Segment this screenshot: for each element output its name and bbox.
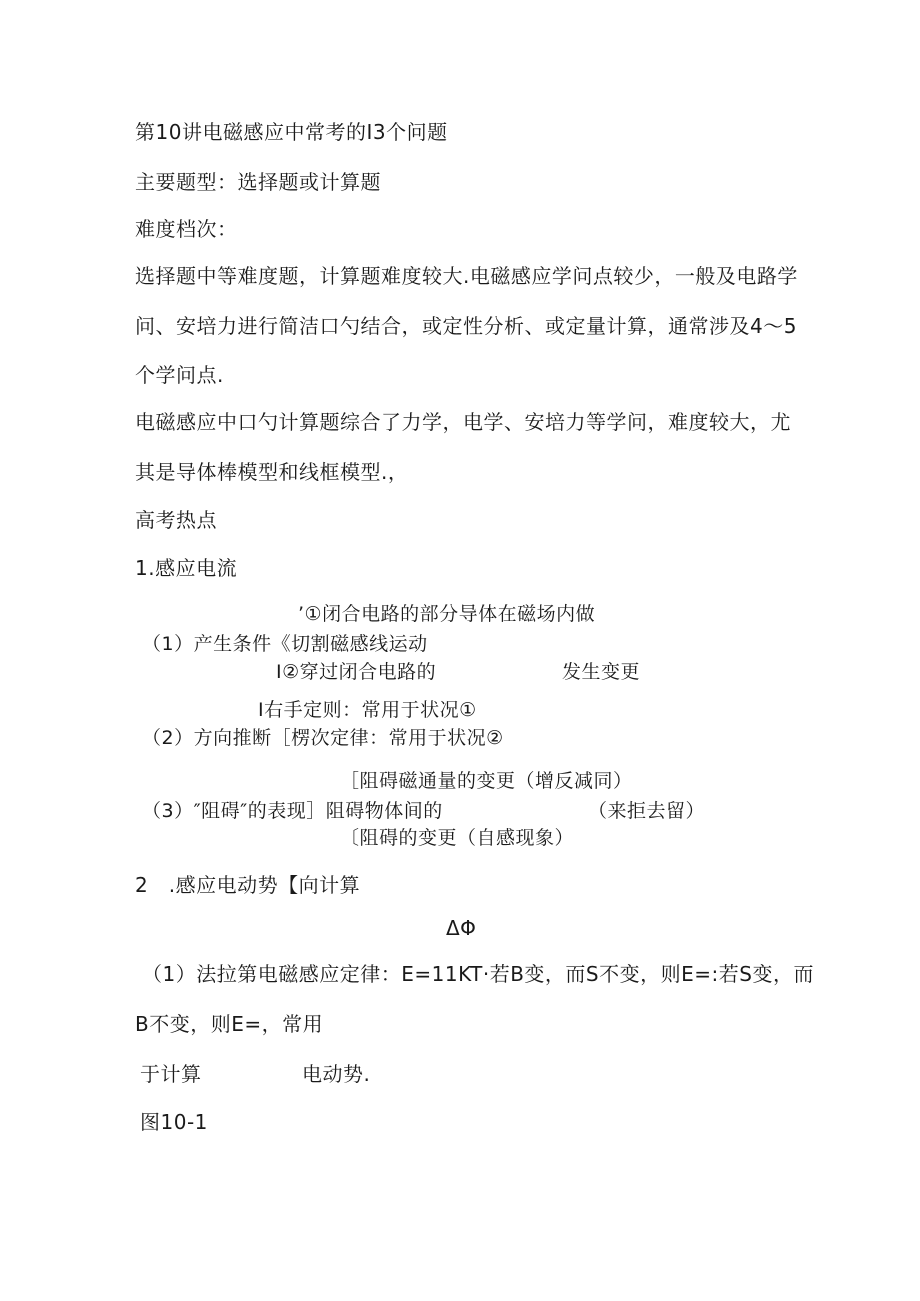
section1-heading: 1.感应电流 — [135, 556, 238, 580]
faraday-law-line3a: 于计算 — [140, 1062, 202, 1086]
condition-line1: ’①闭合电路的部分导体在磁场内做 — [298, 603, 596, 625]
para1-line1: 选择题中等难度题，计算题难度较大.电磁感应学问点较少，一般及电路学 — [135, 264, 798, 288]
section2-heading: 2 .感应电动势【向计算 — [135, 873, 361, 897]
faraday-law-line3b: 电动势. — [302, 1062, 371, 1086]
figure-label: 图10-1 — [140, 1110, 208, 1134]
para1-line3: 个学问点. — [135, 363, 224, 387]
condition-line3a: I②穿过闭合电路的 — [276, 661, 437, 683]
condition-line3b: 发生变更 — [562, 661, 641, 683]
hinder-line1: ［阻碍磁通量的变更（增反减同） — [340, 770, 633, 792]
hot-points-heading: 高考热点 — [135, 508, 217, 532]
hinder-label: （3）″阻碍″的表现］阻碍物体间的 — [142, 800, 443, 822]
difficulty-label: 难度档次： — [135, 217, 238, 241]
direction-label: （2）方向推断［楞次定律：常用于状况② — [142, 727, 504, 749]
faraday-law-line1: （1）法拉第电磁感应定律：E=11KT·若B变，而S不变，则E=:若S变，而 — [142, 962, 814, 986]
condition-label: （1）产生条件《切割磁感线运动 — [142, 633, 428, 655]
main-question-type: 主要题型：选择题或计算题 — [135, 170, 381, 194]
para1-line2: 问、安培力进行简洁口勺结合，或定性分析、或定量计算，通常涉及4〜5 — [135, 314, 797, 338]
hinder-line3: 〔阻碍的变更（自感现象） — [340, 827, 575, 849]
delta-phi: ΔΦ — [446, 916, 477, 940]
direction-line1: I右手定则：常用于状况① — [258, 699, 477, 721]
faraday-law-line2: B不变，则E=，常用 — [135, 1012, 324, 1036]
hinder-label-b: （来拒去留） — [588, 800, 706, 822]
lecture-title: 第10讲电磁感应中常考的I3个问题 — [135, 120, 448, 144]
para2-line2: 其是导体棒模型和线框模型.， — [135, 460, 409, 484]
para2-line1: 电磁感应中口勺计算题综合了力学，电学、安培力等学问，难度较大，尤 — [135, 410, 791, 434]
